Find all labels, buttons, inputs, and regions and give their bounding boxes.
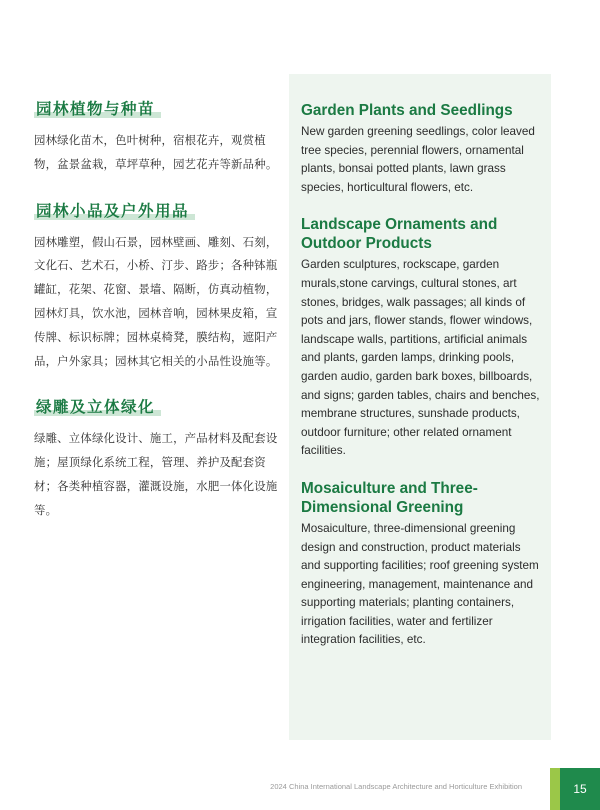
english-panel xyxy=(289,74,551,740)
en-section-plants xyxy=(301,101,541,197)
en-heading-ornaments: Landscape Ornaments and Outdoor Products xyxy=(301,216,498,253)
en-heading-plants: Garden Plants and Seedlings xyxy=(301,102,513,119)
page-tab-accent xyxy=(550,768,560,810)
en-heading-mosaiculture: Mosaiculture and Three-Dimensional Greening xyxy=(301,479,478,516)
en-body-mosaiculture: Mosaiculture, three-dimensional greening design and construction, product materials and supporting facilities; roof greening system engineering, management, maintenance and supporting materials; planting containers, irrigation facilities, water and fertilizer integration facilities, etc. xyxy=(301,521,539,647)
cn-body-plants: 园林绿化苗木，色叶树种，宿根花卉，观赏植物，盆景盆栽，草坪草种，园艺花卉等新品种。 xyxy=(34,133,278,171)
en-section-ornaments xyxy=(301,215,541,461)
page-number: 15 xyxy=(560,768,600,810)
cn-body-ornaments: 园林雕塑，假山石景，园林壁画、雕刻、石刻，文化石、艺术石，小桥、汀步、路步；各种钵瓶罐缸，花架、花窗、景墙、隔断，仿真动植物，园林灯具，饮水池，园林音响，园林果皮箱，宣传牌、标识标牌；园林桌椅凳，膜结构，遮阳产品，户外家具；园林其它相关的小品性设施等。 xyxy=(34,234,278,368)
en-section-mosaiculture xyxy=(301,479,541,650)
cn-heading-mosaiculture: 绿雕及立体绿化 xyxy=(36,398,156,417)
chinese-column xyxy=(34,98,279,546)
en-body-ornaments: Garden sculptures, rockscape, garden murals,stone carvings, cultural stones, art stones, bridges, walk passages; all kinds of pots and jars, flower stands, flower windows, landscape walls, partitions, artificial animals and plants, garden lamps, drinking pools, garden audio, garden bark boxes, billboards, and signs; garden tables, chairs and benches, membrane structures, sunshade products, outdoor furniture; other related ornament facilities. xyxy=(301,258,540,458)
cn-section-mosaiculture xyxy=(34,396,279,522)
en-body-plants: New garden greening seedlings, color leaved tree species, perennial flowers, ornamental plants, bonsai potted plants, lawn grass species, horticultural flowers, etc. xyxy=(301,125,535,194)
cn-heading-ornaments: 园林小品及户外用品 xyxy=(36,201,190,220)
cn-heading-plants: 园林植物与种苗 xyxy=(36,100,156,118)
cn-body-mosaiculture: 绿雕、立体绿化设计、施工，产品材料及配套设施；屋顶绿化系统工程，管理、养护及配套资材；各类种植容器，灌溉设施，水肥一体化设施等。 xyxy=(34,431,278,517)
cn-section-plants xyxy=(34,98,279,177)
cn-section-ornaments xyxy=(34,200,279,374)
footer-exhibition-name: 2024 China International Landscape Architecture and Horticulture Exhibition xyxy=(270,782,522,791)
